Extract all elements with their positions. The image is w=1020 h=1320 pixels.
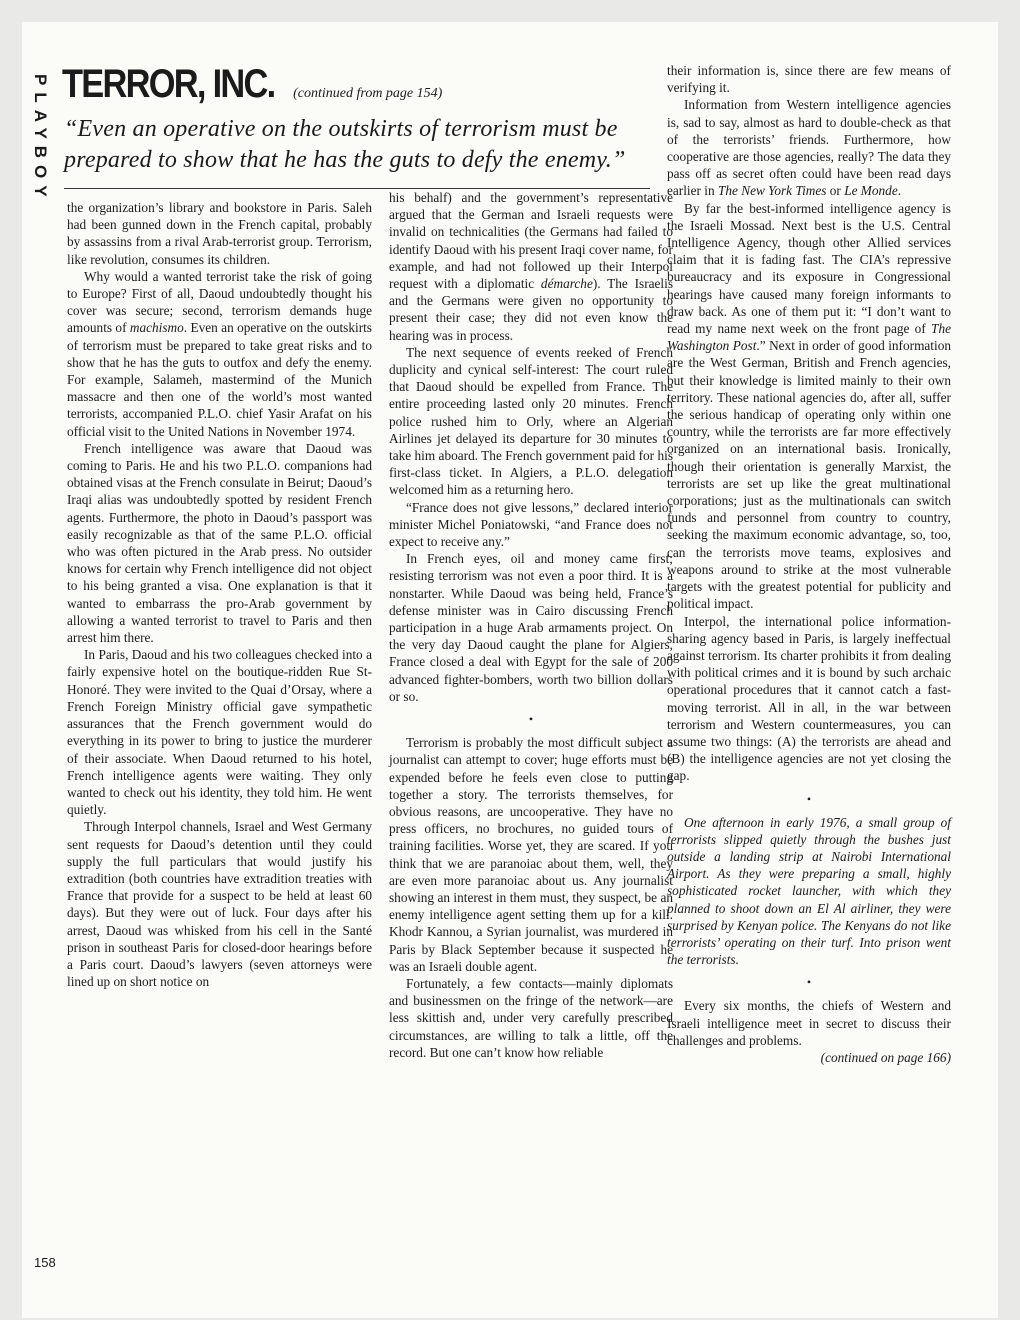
page-number: 158: [34, 1255, 56, 1270]
pull-quote: “Even an operative on the outskirts of terrorism must be prepared to show that he has the guts to defy the enemy.”: [64, 116, 626, 173]
paragraph: Fortunately, a few contacts—mainly diplomats and businessmen on the fringe of the network—are less skittish and, under very carefully prescribed circumstances, are willing to talk a little, off the record. But one can’t know how reliable: [389, 975, 673, 1060]
article-header: [62, 62, 652, 106]
text-column-3: [667, 62, 951, 1066]
magazine-page: [22, 22, 998, 1318]
text-column-1: [67, 199, 372, 990]
paragraph: Terrorism is probably the most difficult subject a journalist can attempt to cover; huge efforts must be expended before he feels even close to putting together a story. The terrorists themselves, for obvious reasons, are uncooperative. They have no press officers, no brochures, no guided tours of training facilities. Worse yet, they are scared. If you think that we are paranoiac about them, well, they are even more paranoiac about us. Any journalist showing an interest in them must, they suspect, be an enemy intelligence agent setting them up for a kill. Khodr Kannou, a Syrian journalist, was murdered in Paris by Black September because it suspected he was an Israeli double agent.: [389, 735, 673, 974]
paragraph: By far the best-informed intelligence agency is the Israeli Mossad. Next best is the U.S. Central Intelligence Agency, though other Allied services claim that it is fading fast. The CIA’s repressive bureaucracy and its exposure in Congressional hearings have caused many foreign informants to draw back. As one of them put it: “I don’t want to read my name next week on the front page of The Washington Post.” Next in order of good information are the West German, British and French agencies, but their knowledge is limited mainly to their own territory. These national agencies do, after all, suffer the serious handicap of operating only within one country, while the terrorists are far more effectively organized on an international basis. Ironically, though their orientation is generally Marxist, the terrorists are set up like the great multinational corporations; just as the multinationals can switch funds and personnel from country to country, seeking the maximum economic advantage, so, too, can the terrorists move teams, explosives and weapons around to strike at the most vulnerable targets with the greatest potential for publicity and political impact.: [667, 200, 951, 612]
paragraph: One afternoon in early 1976, a small group of terrorists slipped quietly through the bushes just outside a landing strip at Nairobi International Airport. As they were preparing a small, highly sophisticated rocket launcher, with which they planned to shoot down an El Al airliner, they were surprised by Kenyan police. The Kenyans do not like terrorists’ operating on their turf. Into prison went the terrorists.: [667, 814, 951, 968]
paragraph: their information is, since there are few means of verifying it.: [667, 63, 951, 96]
paragraph: In French eyes, oil and money came first; resisting terrorism was not even a poor third. It is a nonstarter. While Daoud was being held, France’s defense minister was in Cairo discussing French participation in a huge Arab armaments project. On the very day Daoud caught the plane for Algiers, France closed a deal with Egypt for the sale of 200 advanced fighter-bombers, worth two billion dollars or so.: [389, 551, 673, 704]
paragraph: French intelligence was aware that Daoud was coming to Paris. He and his two P.L.O. companions had obtained visas at the French consulate in Beirut; Daoud’s Iraqi alias was undoubtedly spotted by resident French agents. Furthermore, the photo in Daoud’s passport was easily recognizable as that of the same P.L.O. official who was often pictured in the Arab press. No outsider knows for certain why French intelligence did not object to his being granted a visa. One explanation is that it wanted to embarrass the pro-Arab government by allowing a wanted terrorist to travel to Paris and then arrest him there.: [67, 440, 372, 646]
paragraph: “France does not give lessons,” declared interior minister Michel Poniatowski, “and France does not expect to receive any.”: [389, 499, 673, 550]
article-title: TERROR, INC.: [62, 62, 275, 106]
section-separator: •: [806, 791, 812, 806]
magazine-name-tab: [30, 74, 52, 244]
paragraph: Interpol, the international police information-sharing agency based in Paris, is largely ineffectual against terrorism. Its charter prohibits it from dealing with political crimes and it is bound by such archaic operational procedures that it cannot catch a fast-moving terrorist. All in all, in the war between terrorism and Western countermeasures, you can assume two things: (A) the terrorists are ahead and (B) the intelligence agencies are not yet closing the gap.: [667, 613, 951, 784]
text-column-2: [389, 189, 673, 1061]
section-separator: •: [806, 975, 812, 990]
paragraph: Why would a wanted terrorist take the risk of going to Europe? First of all, Daoud undoubtedly thought his cover was secure; second, terrorism demands huge amounts of machismo. Even an operative on the outskirts of terrorism must be prepared to take great risks and to show that he has the guts to outfox and defy the enemy. For example, Salameh, mastermind of the Munich massacre and then one of the world’s most wanted terrorists, accompanied P.L.O. chief Yasir Arafat on his official visit to the United Nations in November 1974.: [67, 268, 372, 439]
paragraph: In Paris, Daoud and his two colleagues checked into a fairly expensive hotel on the boutique-ridden Rue St-Honoré. They were invited to the Quai d’Orsay, where a French Foreign Ministry official gave sympathetic assurances that the French government would do everything in its power to bring to justice the murderer of their associate. When Daoud returned to his hotel, French intelligence agents were waiting. They only wanted to check out his identity, they told him. He went quietly.: [67, 647, 372, 818]
paragraph: the organization’s library and bookstore in Paris. Saleh had been gunned down in the French capital, probably by assassins from a rival Arab-terrorist group. Terrorism, like revolution, consumes its children.: [67, 200, 372, 267]
paragraph: Every six months, the chiefs of Western and Israeli intelligence meet in secret to discuss their challenges and problems.: [667, 998, 951, 1048]
section-separator: •: [528, 712, 534, 727]
paragraph: Information from Western intelligence agencies is, sad to say, almost as hard to double-check as that of the terrorists’ friends. Furthermore, how cooperative are those agencies, really? The data they pass off as secret often could have been read days earlier in The New York Times or Le Monde.: [667, 97, 951, 199]
paragraph: Through Interpol channels, Israel and West Germany sent requests for Daoud’s detention until they could supply the full particulars that would justify his extradition (both countries have extradition treaties with France that provide for a suspect to be held at least 60 days). But they were out of luck. Four days after his arrest, Daoud was whisked from his cell in the Santé prison in southeast Paris for closed-door hearings before a Paris court. Daoud’s lawyers (seven attorneys were lined up on short notice on: [67, 819, 372, 990]
paragraph: his behalf) and the government’s representative argued that the German and Israeli requests were invalid on technicalities (the Germans had failed to identify Daoud with his present Iraqi cover name, for example, and had not followed up their Interpol request with a diplomatic démarche). The Israelis and the Germans were given no opportunity to present their case; they did not even know the hearing was in process.: [389, 190, 673, 343]
magazine-name: PLAYBOY: [31, 74, 50, 204]
continued-on-note: (continued on page 166): [820, 1049, 951, 1065]
paragraph: The next sequence of events reeked of French duplicity and cynical self-interest: The court ruled that Daoud should be expelled from France. The entire proceeding lasted only 20 minutes. French police rushed him to Orly, where an Algerian Airlines jet delayed its departure for 30 minutes to take him aboard. The French government paid for his first-class ticket. In Algiers, a P.L.O. delegation welcomed him as a returning hero.: [389, 344, 673, 498]
continued-from-note: (continued from page 154): [293, 86, 443, 101]
